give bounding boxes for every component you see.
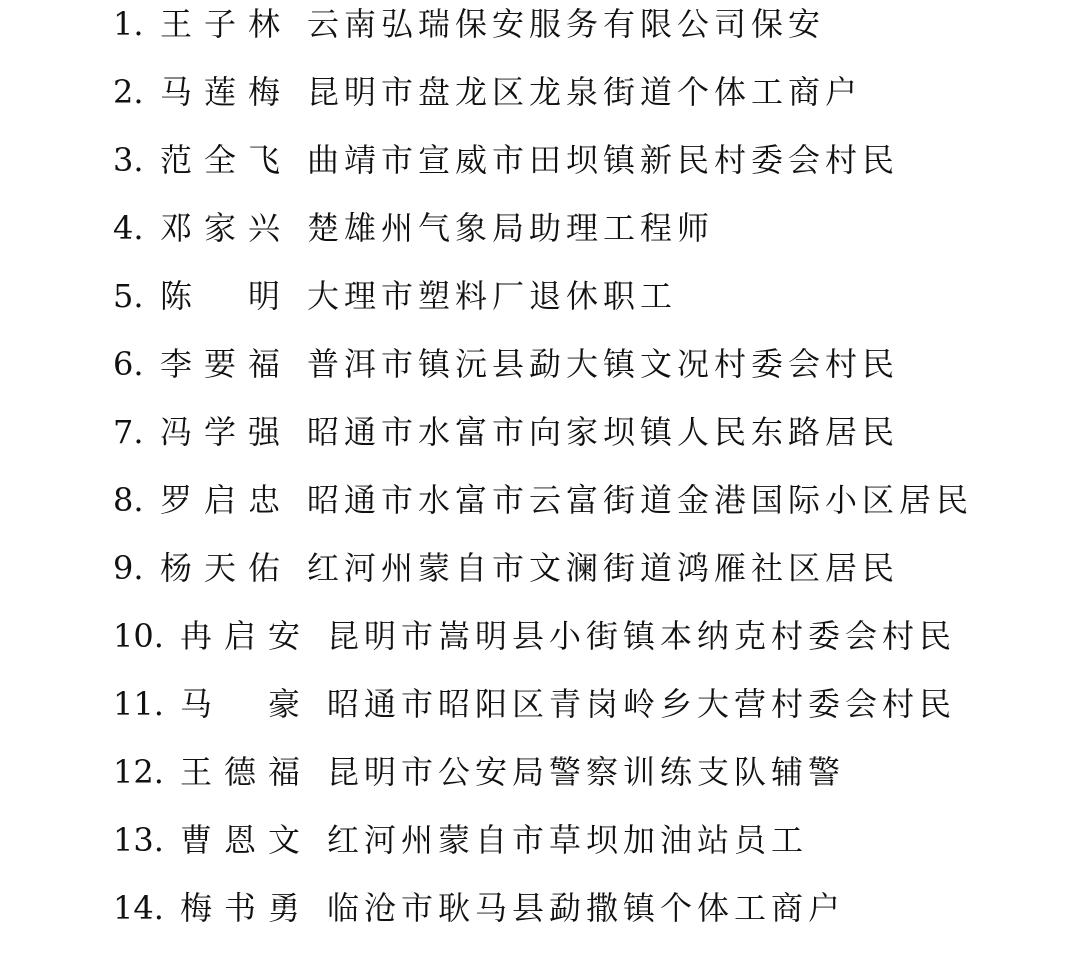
list-item <box>0 410 1080 478</box>
item-number: 7. <box>113 413 144 451</box>
list-item <box>0 614 1080 682</box>
person-name: 范全飞 <box>160 141 293 179</box>
list-item <box>0 206 1080 274</box>
person-name: 李要福 <box>160 345 293 383</box>
person-description: 红河州蒙自市草坝加油站员工 <box>327 821 809 859</box>
person-description: 临沧市耿马县勐撒镇个体工商户 <box>327 889 846 927</box>
item-number: 6. <box>113 345 144 383</box>
item-number: 8. <box>113 481 144 519</box>
person-name: 梅书勇 <box>180 889 313 927</box>
person-description: 楚雄州气象局助理工程师 <box>307 209 715 247</box>
person-name: 陈 明 <box>160 277 293 315</box>
list-item <box>0 886 1080 954</box>
person-description: 曲靖市宣威市田坝镇新民村委会村民 <box>307 141 900 179</box>
person-name: 冉启安 <box>180 617 313 655</box>
list-item <box>0 342 1080 410</box>
item-number: 1. <box>113 5 144 43</box>
item-number: 14. <box>113 889 164 927</box>
person-name: 冯学强 <box>160 413 293 451</box>
item-number: 2. <box>113 73 144 111</box>
item-number: 9. <box>113 549 144 587</box>
item-number: 3. <box>113 141 144 179</box>
person-name: 王德福 <box>180 753 313 791</box>
person-description: 昆明市盘龙区龙泉街道个体工商户 <box>307 73 863 111</box>
person-description: 普洱市镇沅县勐大镇文况村委会村民 <box>307 345 900 383</box>
person-description: 大理市塑料厂退休职工 <box>307 277 678 315</box>
item-number: 10. <box>113 617 164 655</box>
item-number: 5. <box>113 277 144 315</box>
person-description: 昭通市水富市向家坝镇人民东路居民 <box>307 413 900 451</box>
person-description: 昆明市嵩明县小街镇本纳克村委会村民 <box>327 617 957 655</box>
person-name: 杨天佑 <box>160 549 293 587</box>
list-item <box>0 274 1080 342</box>
person-name: 曹恩文 <box>180 821 313 859</box>
list-item <box>0 478 1080 546</box>
item-number: 11. <box>113 685 164 723</box>
person-description: 昭通市水富市云富街道金港国际小区居民 <box>307 481 974 519</box>
list-item <box>0 2 1080 70</box>
person-name: 邓家兴 <box>160 209 293 247</box>
person-name: 罗启忠 <box>160 481 293 519</box>
list-item <box>0 70 1080 138</box>
person-name: 王子林 <box>160 5 293 43</box>
list-item <box>0 138 1080 206</box>
list-item <box>0 818 1080 886</box>
list-item <box>0 750 1080 818</box>
person-description: 昆明市公安局警察训练支队辅警 <box>327 753 846 791</box>
person-name: 马 豪 <box>180 685 313 723</box>
person-name: 马莲梅 <box>160 73 293 111</box>
person-description: 昭通市昭阳区青岗岭乡大营村委会村民 <box>327 685 957 723</box>
person-description: 云南弘瑞保安服务有限公司保安 <box>307 5 826 43</box>
item-number: 13. <box>113 821 164 859</box>
item-number: 12. <box>113 753 164 791</box>
list-item <box>0 682 1080 750</box>
item-number: 4. <box>113 209 144 247</box>
list-item <box>0 546 1080 614</box>
person-description: 红河州蒙自市文澜街道鸿雁社区居民 <box>307 549 900 587</box>
